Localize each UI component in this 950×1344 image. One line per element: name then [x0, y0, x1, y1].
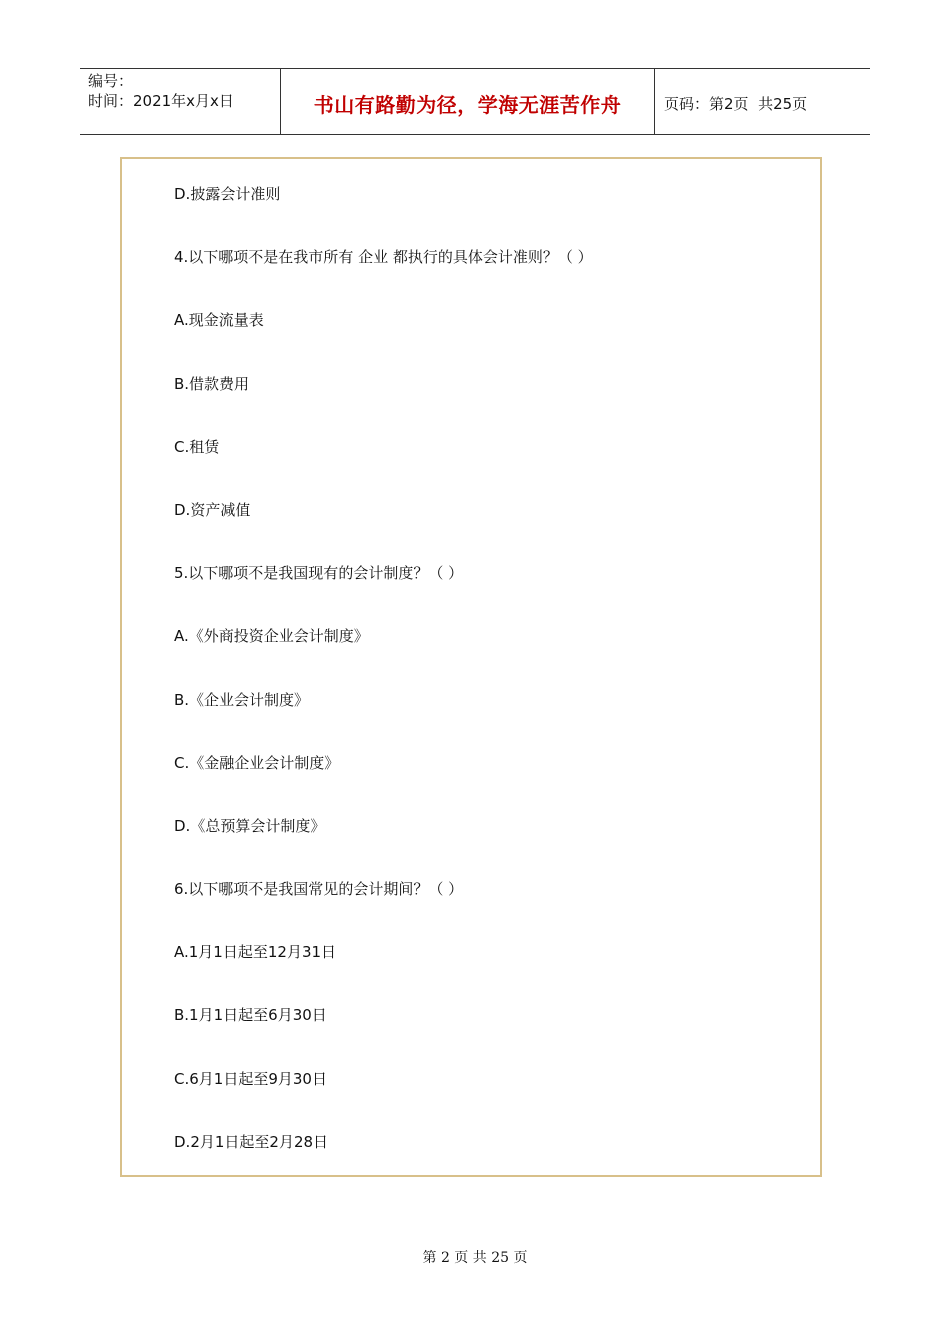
- option-line: D.2月1日起至2月28日: [174, 1132, 329, 1151]
- option-line: C.《金融企业会计制度》: [174, 753, 340, 772]
- header-motto: 书山有路勤为径，学海无涯苦作舟: [313, 93, 622, 117]
- header-divider: [654, 69, 655, 134]
- number-label: 编号：: [88, 72, 134, 90]
- header-page-info: 页码：第2页 共25页: [664, 95, 808, 113]
- option-line: A.现金流量表: [174, 311, 264, 330]
- header-meta: [88, 71, 234, 111]
- option-line: D.资产减值: [174, 500, 251, 519]
- option-line: B.借款费用: [174, 374, 250, 393]
- option-line: A.1月1日起至12月31日: [174, 943, 337, 962]
- question-line: 5.以下哪项不是我国现有的会计制度？（ ）: [174, 564, 464, 583]
- page-footer: 第 2 页 共 25 页: [422, 1250, 528, 1266]
- time-label: 时间：2021年x月x日: [88, 92, 234, 110]
- question-line: 6.以下哪项不是我国常见的会计期间？（ ）: [174, 880, 464, 899]
- question-list: [174, 184, 593, 1195]
- option-line: C.租赁: [174, 437, 220, 456]
- option-line: B.1月1日起至6月30日: [174, 1006, 327, 1025]
- option-line: C.6月1日起至9月30日: [174, 1069, 327, 1088]
- option-line: B.《企业会计制度》: [174, 690, 310, 709]
- option-line: D.《总预算会计制度》: [174, 816, 326, 835]
- question-line: 4.以下哪项不是在我市所有 企业 都执行的具体会计准则？（ ）: [174, 248, 593, 267]
- page-header: [80, 68, 870, 135]
- option-line: A.《外商投资企业会计制度》: [174, 627, 369, 646]
- option-line: D.披露会计准则: [174, 185, 281, 203]
